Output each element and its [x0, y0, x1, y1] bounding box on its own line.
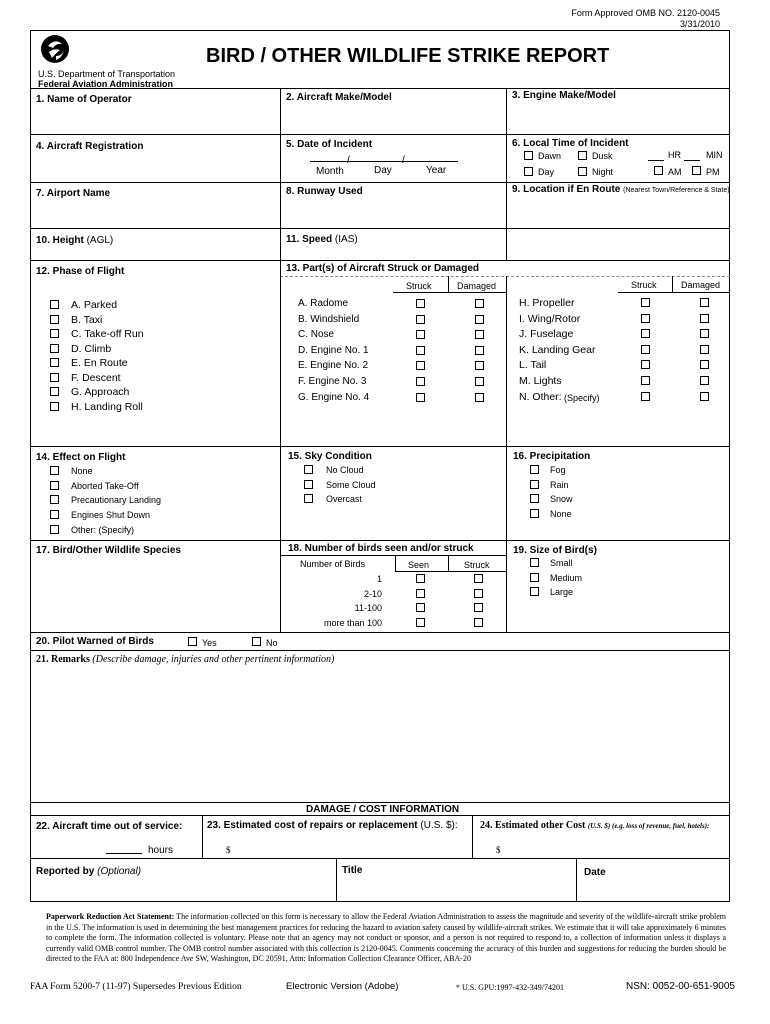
other-cost-label: 24. Estimated other Cost (U.S. $) (e.g. loss of revenue, fuel, hotels):	[480, 820, 710, 831]
birds-count-label: 11-100	[354, 603, 382, 614]
omb-number: Form Approved OMB NO. 2120-0045	[571, 8, 720, 18]
size-checkbox[interactable]	[530, 573, 539, 582]
pilot-warned-label: 20. Pilot Warned of Birds	[36, 636, 154, 647]
night-label: Night	[592, 167, 614, 177]
effect-item-label: None	[71, 466, 93, 476]
repair-cost-label: 23. Estimated cost of repairs or replacement (U.S. $):	[207, 820, 458, 831]
size-item-label: Small	[550, 558, 573, 568]
dusk-label: Dusk	[592, 151, 613, 161]
part-label: H. Propeller	[519, 297, 575, 309]
part-label: A. Radome	[298, 298, 349, 309]
field-engine-model-label: 3. Engine Make/Model	[512, 90, 616, 101]
remarks-input-area[interactable]	[34, 668, 724, 798]
precip-checkbox[interactable]	[530, 494, 539, 503]
precip-checkbox[interactable]	[530, 480, 539, 489]
size-item-label: Medium	[550, 572, 583, 583]
remarks-label: 21. Remarks (Describe damage, injuries and other pertinent information)	[36, 654, 335, 665]
birds-struck-checkbox[interactable]	[474, 603, 483, 612]
part-damaged-checkbox[interactable]	[700, 345, 709, 354]
parts-struck-header-left: Struck	[406, 281, 432, 291]
part-struck-checkbox[interactable]	[416, 299, 425, 308]
part-damaged-checkbox[interactable]	[700, 314, 709, 323]
parts-struck-label: 13. Part(s) of Aircraft Struck or Damaged	[286, 263, 480, 274]
part-damaged-checkbox[interactable]	[700, 329, 709, 338]
pilot-warned-no-label: No	[266, 638, 278, 648]
field-time-label: 6. Local Time of Incident	[512, 138, 629, 149]
hour-label: HR	[668, 150, 681, 160]
birds-struck-checkbox[interactable]	[474, 589, 483, 598]
sky-checkbox[interactable]	[304, 494, 313, 503]
part-label: J. Fuselage	[519, 328, 574, 341]
part-struck-checkbox[interactable]	[416, 330, 425, 339]
effect-item-label: Other: (Specify)	[71, 524, 135, 535]
precip-item-label: None	[550, 508, 572, 519]
part-damaged-checkbox[interactable]	[475, 330, 484, 339]
parts-damaged-header-right: Damaged	[681, 280, 721, 290]
part-label: C. Nose	[298, 329, 335, 341]
phase-checkbox[interactable]	[50, 373, 59, 382]
part-struck-checkbox[interactable]	[641, 329, 650, 338]
size-checkbox[interactable]	[530, 587, 539, 596]
hours-label: hours	[148, 845, 174, 856]
date-input-line[interactable]	[310, 161, 458, 162]
part-label: M. Lights	[519, 375, 562, 387]
pilot-warned-yes-checkbox[interactable]	[188, 637, 197, 646]
phase-item-label: G. Approach	[71, 386, 130, 398]
phase-item-label: F. Descent	[71, 371, 121, 384]
effect-item-label: Engines Shut Down	[71, 510, 151, 521]
part-struck-checkbox[interactable]	[641, 314, 650, 323]
birds-seen-checkbox[interactable]	[416, 589, 425, 598]
field-registration-label: 4. Aircraft Registration	[36, 141, 144, 152]
part-struck-checkbox[interactable]	[641, 360, 650, 369]
size-item-label: Large	[550, 587, 574, 597]
birds-struck-checkbox[interactable]	[474, 574, 483, 583]
part-label: K. Landing Gear	[519, 343, 596, 356]
date-day-label: Day	[374, 165, 392, 176]
part-damaged-checkbox[interactable]	[475, 393, 484, 402]
part-other-specify: (Specify)	[564, 393, 600, 403]
effect-checkbox[interactable]	[50, 495, 59, 504]
damage-cost-heading: DAMAGE / COST INFORMATION	[306, 804, 460, 815]
omb-date: 3/31/2010	[679, 19, 720, 29]
birds-struck-checkbox[interactable]	[474, 618, 483, 627]
part-damaged-checkbox[interactable]	[475, 315, 484, 324]
birds-count-label: 2-10	[363, 588, 382, 599]
part-damaged-checkbox[interactable]	[700, 360, 709, 369]
part-struck-checkbox[interactable]	[416, 361, 425, 370]
am-label: AM	[668, 167, 682, 177]
part-damaged-checkbox[interactable]	[700, 376, 709, 385]
part-struck-checkbox[interactable]	[416, 315, 425, 324]
effect-checkbox[interactable]	[50, 466, 59, 475]
pm-label: PM	[706, 167, 720, 177]
birds-seen-header: Seen	[408, 560, 430, 570]
field-location-label: 9. Location if En Route (Nearest Town/Reference & State)	[512, 184, 730, 195]
field-aircraft-model-label: 2. Aircraft Make/Model	[286, 92, 392, 103]
phase-checkbox[interactable]	[50, 387, 59, 396]
birds-seen-checkbox[interactable]	[416, 603, 425, 612]
part-damaged-checkbox[interactable]	[475, 346, 484, 355]
part-struck-checkbox[interactable]	[416, 377, 425, 386]
pilot-warned-yes-label: Yes	[202, 638, 217, 648]
minute-input-line[interactable]	[684, 160, 700, 161]
form-title: BIRD / OTHER WILDLIFE STRIKE REPORT	[206, 45, 610, 67]
birds-struck-header: Struck	[464, 560, 490, 570]
gpu-number: * U.S. GPU:1997-432-349/74201	[456, 983, 565, 992]
reported-by-label: Reported by (Optional)	[36, 866, 142, 877]
field-height-label: 10. Height (AGL)	[36, 235, 114, 246]
form-number: FAA Form 5200-7 (11-97) Supersedes Previous Edition	[30, 982, 242, 992]
date-year-label: Year	[426, 165, 447, 176]
dawn-label: Dawn	[538, 151, 562, 161]
effect-checkbox[interactable]	[50, 510, 59, 519]
part-damaged-checkbox[interactable]	[475, 377, 484, 386]
repair-cost-dollar[interactable]: $	[226, 845, 231, 855]
phase-item-label: C. Take-off Run	[71, 328, 144, 340]
field-speed-label: 11. Speed (IAS)	[286, 234, 358, 245]
day-label: Day	[538, 167, 555, 177]
phase-checkbox[interactable]	[50, 300, 59, 309]
nsn-number: NSN: 0052-00-651-9005	[626, 981, 735, 992]
phase-item-label: H. Landing Roll	[71, 400, 143, 413]
hours-input-line[interactable]	[106, 853, 142, 854]
dawn-checkbox[interactable]	[524, 151, 533, 160]
part-label: N. Other:	[519, 390, 562, 403]
part-struck-checkbox[interactable]	[641, 392, 650, 401]
sky-checkbox[interactable]	[304, 465, 313, 474]
reporter-title-label: Title	[342, 865, 363, 876]
part-label: I. Wing/Rotor	[519, 312, 581, 325]
precip-item-label: Rain	[550, 479, 569, 490]
phase-item-label: A. Parked	[71, 299, 118, 311]
part-struck-checkbox[interactable]	[416, 346, 425, 355]
parts-damaged-header-left: Damaged	[457, 281, 497, 291]
part-damaged-checkbox[interactable]	[475, 361, 484, 370]
part-label: E. Engine No. 2	[298, 360, 369, 372]
precip-item-label: Snow	[550, 494, 573, 504]
am-checkbox[interactable]	[654, 166, 663, 175]
report-date-label: Date	[584, 867, 606, 878]
field-runway-label: 8. Runway Used	[286, 186, 363, 197]
effect-checkbox[interactable]	[50, 525, 59, 534]
birds-count-label: 1	[376, 574, 382, 584]
phase-checkbox[interactable]	[50, 329, 59, 338]
part-label: D. Engine No. 1	[298, 344, 369, 356]
size-checkbox[interactable]	[530, 558, 539, 567]
effect-on-flight-label: 14. Effect on Flight	[36, 452, 126, 463]
parts-struck-header-right: Struck	[631, 280, 657, 290]
bird-size-label: 19. Size of Bird(s)	[513, 545, 597, 556]
day-checkbox[interactable]	[524, 167, 533, 176]
phase-checkbox[interactable]	[50, 315, 59, 324]
night-checkbox[interactable]	[578, 167, 587, 176]
effect-item-label: Aborted Take-Off	[71, 480, 139, 491]
precipitation-label: 16. Precipitation	[513, 451, 591, 462]
part-struck-checkbox[interactable]	[641, 345, 650, 354]
sky-item-label: No Cloud	[326, 465, 364, 475]
part-label: G. Engine No. 4	[298, 391, 370, 403]
hour-input-line[interactable]	[648, 160, 664, 161]
part-label: L. Tail	[519, 359, 547, 372]
sky-item-label: Some Cloud	[326, 479, 376, 490]
birds-count-label: 18. Number of birds seen and/or struck	[288, 543, 474, 554]
paperwork-reduction-statement: Paperwork Reduction Act Statement: The information collected on this form is necessary to allow the Federal Aviation Administration to assess the magnitude and severity of the wildlife-aircraft strike problem in the U.S. The information is used in determining the best management practices for reducing the hazard to aviation safety caused by wildlife-aircraft strikes. We estimate that it will take approximately 6 minutes to complete the form. The information collected is voluntary. Please note that an agency may not conduct or sponsor, and a person is not required to respond to, a collection of information unless it displays a currently valid OMB control number. The OMB control number associated with this collection is 2120-0045. Comments concerning the accuracy of this burden and suggestions for reducing the burden should be directed to the FAA at: 800 Independence Ave SW, Washington, DC 20591, Attn: Information Collection Clearance Officer, ABA-20	[46, 912, 726, 963]
phase-of-flight-label: 12. Phase of Flight	[36, 266, 125, 277]
phase-checkbox[interactable]	[50, 402, 59, 411]
phase-item-label: D. Climb	[71, 342, 112, 355]
part-damaged-checkbox[interactable]	[700, 392, 709, 401]
effect-checkbox[interactable]	[50, 481, 59, 490]
precip-checkbox[interactable]	[530, 465, 539, 474]
department-name: U.S. Department of Transportation	[38, 69, 176, 79]
minute-label: MIN	[706, 150, 723, 160]
sky-item-label: Overcast	[326, 494, 363, 504]
part-label: F. Engine No. 3	[298, 376, 367, 387]
part-struck-checkbox[interactable]	[416, 393, 425, 402]
part-damaged-checkbox[interactable]	[475, 299, 484, 308]
birds-count-label: more than 100	[323, 618, 382, 629]
part-struck-checkbox[interactable]	[641, 298, 650, 307]
species-label: 17. Bird/Other Wildlife Species	[36, 545, 181, 556]
number-of-birds-header: Number of Birds	[300, 559, 366, 569]
sky-checkbox[interactable]	[304, 480, 313, 489]
other-cost-dollar[interactable]: $	[496, 845, 501, 855]
phase-item-label: B. Taxi	[71, 313, 103, 326]
birds-seen-checkbox[interactable]	[416, 618, 425, 627]
part-struck-checkbox[interactable]	[641, 376, 650, 385]
sky-condition-label: 15. Sky Condition	[288, 451, 372, 462]
time-out-of-service-label: 22. Aircraft time out of service:	[36, 821, 183, 832]
precip-checkbox[interactable]	[530, 509, 539, 518]
agency-name: Federal Aviation Administration	[38, 79, 174, 89]
field-airport-label: 7. Airport Name	[36, 188, 111, 199]
precip-item-label: Fog	[550, 465, 566, 475]
part-label: B. Windshield	[298, 313, 360, 325]
dusk-checkbox[interactable]	[578, 151, 587, 160]
field-date-label: 5. Date of Incident	[286, 139, 373, 150]
phase-item-label: E. En Route	[71, 357, 128, 369]
effect-item-label: Precautionary Landing	[71, 495, 162, 506]
birds-seen-checkbox[interactable]	[416, 574, 425, 583]
field-operator-label: 1. Name of Operator	[36, 94, 132, 105]
part-damaged-checkbox[interactable]	[700, 298, 709, 307]
pm-checkbox[interactable]	[692, 166, 701, 175]
electronic-version: Electronic Version (Adobe)	[286, 981, 399, 992]
date-month-label: Month	[316, 166, 344, 177]
phase-checkbox[interactable]	[50, 358, 59, 367]
phase-checkbox[interactable]	[50, 344, 59, 353]
pilot-warned-no-checkbox[interactable]	[252, 637, 261, 646]
